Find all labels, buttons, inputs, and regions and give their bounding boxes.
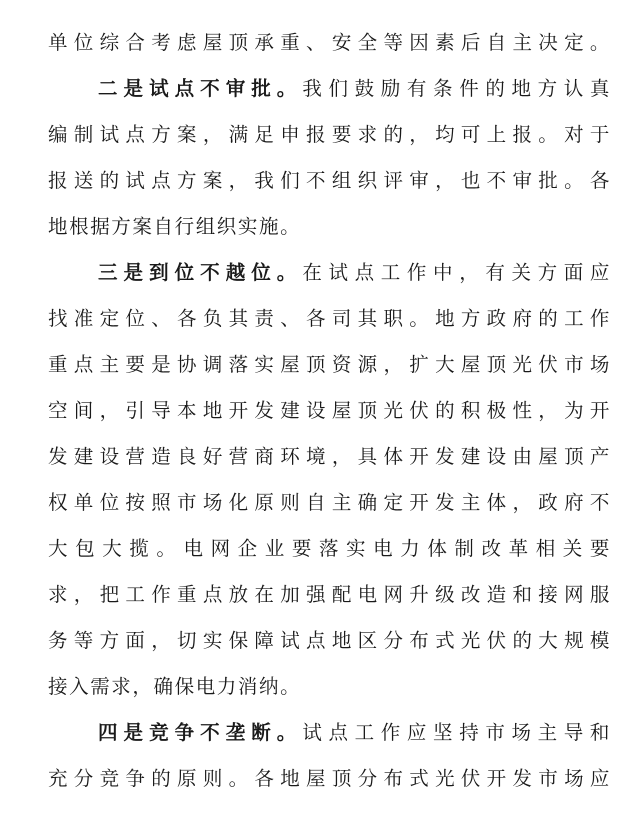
paragraph-2-text: 我们鼓励有条件的地方认真 xyxy=(302,77,611,100)
text-line-8: 重点主要是协调落实屋顶资源，扩大屋顶光伏市场 xyxy=(48,353,611,376)
paragraph-3-first-line xyxy=(48,250,611,296)
text-line-11: 权单位按照市场化原则自主确定开发主体，政府不 xyxy=(48,491,611,514)
text-line-13: 求，把工作重点放在加强配电网升级改造和接网服 xyxy=(48,583,611,606)
text-line-4: 报送的试点方案，我们不组织评审，也不审批。各 xyxy=(48,169,611,192)
text-line-15: 接入需求，确保电力消纳。 xyxy=(48,675,302,698)
paragraph-4-text: 试点工作应坚持市场主导和 xyxy=(302,721,611,744)
text-line-10: 发建设营造良好营商环境，具体开发建设由屋顶产 xyxy=(48,445,611,468)
text-line-12: 大包大揽。电网企业要落实电力体制改革相关要 xyxy=(48,537,611,560)
text-line-5: 地根据方案自行组织实施。 xyxy=(48,215,302,238)
text-line-14: 务等方面，切实保障试点地区分布式光伏的大规模 xyxy=(48,629,611,652)
paragraph-2-first-line xyxy=(48,66,611,112)
paragraph-3-text: 在试点工作中，有关方面应 xyxy=(302,261,611,284)
text-line-7: 找准定位、各负其责、各司其职。地方政府的工作 xyxy=(48,307,611,330)
paragraph-4-heading: 四是竞争不垄断。 xyxy=(98,721,303,744)
paragraph-2-heading: 二是试点不审批。 xyxy=(98,77,303,100)
text-line-1: 单位综合考虑屋顶承重、安全等因素后自主决定。 xyxy=(48,31,611,54)
paragraph-4-first-line xyxy=(48,710,611,756)
text-line-3: 编制试点方案，满足申报要求的，均可上报。对于 xyxy=(48,123,611,146)
text-line-9: 空间，引导本地开发建设屋顶光伏的积极性，为开 xyxy=(48,399,611,422)
paragraph-3-heading: 三是到位不越位。 xyxy=(98,261,303,284)
text-line-17: 充分竞争的原则。各地屋顶分布式光伏开发市场应 xyxy=(48,767,611,790)
